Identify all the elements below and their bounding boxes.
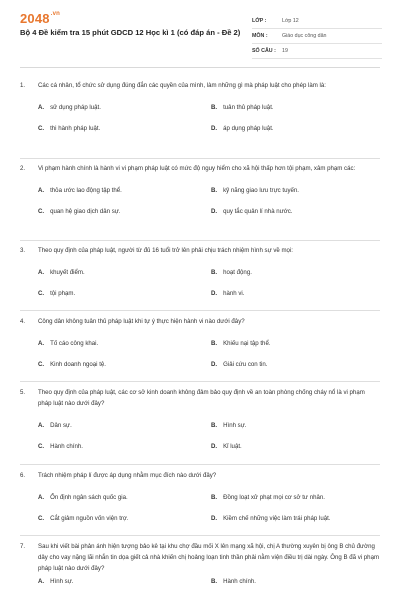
- option-c[interactable]: [38, 290, 75, 297]
- option-b[interactable]: [211, 578, 256, 585]
- header-divider: [20, 67, 380, 68]
- option-letter: B.: [211, 578, 218, 585]
- question-text: Các cá nhân, tổ chức sử dụng đúng đắn các quyền của mình, làm những gì mà pháp luật cho phép làm là:: [38, 82, 326, 89]
- question-divider: [20, 310, 380, 311]
- option-letter: C.: [38, 515, 45, 522]
- question-7: [20, 541, 380, 588]
- option-letter: C.: [38, 290, 45, 297]
- option-d[interactable]: [211, 443, 242, 450]
- option-list: [38, 409, 380, 453]
- option-text: tuân thủ pháp luật.: [223, 104, 274, 111]
- option-d[interactable]: [211, 515, 330, 522]
- option-b[interactable]: [211, 422, 246, 429]
- option-text: Hành chính.: [50, 443, 83, 450]
- option-list: [38, 91, 380, 135]
- option-letter: D.: [211, 125, 218, 132]
- option-letter: C.: [38, 208, 45, 215]
- option-list: [38, 256, 380, 300]
- question-stem: [20, 316, 380, 327]
- question-stem: [20, 245, 380, 256]
- document-meta: [252, 14, 382, 59]
- option-text: quy tắc quản lí nhà nước.: [223, 208, 293, 215]
- option-text: Kinh doanh ngoại tệ.: [50, 361, 106, 368]
- option-letter: C.: [38, 443, 45, 450]
- question-number: 1.: [20, 82, 26, 89]
- meta-label: MÔN :: [252, 33, 268, 39]
- option-d[interactable]: [211, 125, 274, 132]
- question-text: Sau khi viết bài phản ánh hiện tượng bảo kê tại khu chợ đầu mối X lên mạng xã hội, chị A thường xuyên bị ông B chủ đường dây cho vay nặng lãi nhắn tin dọa giết cả nhà khiến chị hoảng loạn tinh thần phải nằm viện điều trị dài ngày. Ông B đã vi phạm pháp luật nào dưới đây?: [38, 543, 380, 572]
- option-letter: A.: [38, 187, 45, 194]
- question-2: [20, 163, 380, 218]
- question-number: 5.: [20, 389, 26, 396]
- option-b[interactable]: [211, 340, 271, 347]
- question-divider: [20, 535, 380, 536]
- question-stem: [20, 163, 380, 174]
- option-c[interactable]: [38, 361, 106, 368]
- question-6: [20, 470, 380, 525]
- option-c[interactable]: [38, 515, 129, 522]
- question-5: [20, 387, 380, 453]
- option-a[interactable]: [38, 494, 128, 501]
- document-header: [0, 0, 400, 62]
- option-text: Hành chính.: [223, 578, 256, 585]
- option-letter: D.: [211, 208, 218, 215]
- option-text: sử dụng pháp luật.: [50, 104, 101, 111]
- option-letter: D.: [211, 515, 218, 522]
- question-number: 2.: [20, 165, 26, 172]
- option-d[interactable]: [211, 361, 267, 368]
- option-b[interactable]: [211, 187, 299, 194]
- option-text: thi hành pháp luật.: [50, 125, 101, 132]
- question-number: 6.: [20, 472, 26, 479]
- option-list: [38, 327, 380, 371]
- option-letter: C.: [38, 125, 45, 132]
- option-list: [38, 574, 380, 588]
- option-text: Đồng loạt xử phạt mọi cơ sở tư nhân.: [223, 494, 325, 501]
- option-c[interactable]: [38, 125, 100, 132]
- meta-value: Lớp 12: [282, 18, 299, 24]
- option-letter: B.: [211, 187, 218, 194]
- question-3: [20, 245, 380, 300]
- option-letter: D.: [211, 361, 218, 368]
- option-letter: B.: [211, 269, 218, 276]
- option-text: Khiếu nại tập thể.: [223, 340, 271, 347]
- logo-text: 2048: [20, 11, 50, 26]
- question-number: 3.: [20, 247, 26, 254]
- option-letter: D.: [211, 290, 218, 297]
- question-divider: [20, 158, 380, 159]
- option-text: Cắt giảm nguồn vốn viện trợ.: [50, 515, 129, 522]
- option-c[interactable]: [38, 443, 83, 450]
- meta-value: 19: [282, 48, 288, 54]
- option-text: tội phạm.: [50, 290, 76, 297]
- option-text: thỏa ước lao động tập thể.: [50, 187, 122, 194]
- question-text: Vi phạm hành chính là hành vi vi phạm pháp luật có mức độ nguy hiểm cho xã hội thấp hơn tội phạm, xâm phạm các:: [38, 165, 356, 172]
- option-letter: A.: [38, 494, 45, 501]
- question-text: Theo quy định của pháp luật, người từ đủ 16 tuổi trở lên phải chịu trách nhiệm hình sự về mọi:: [38, 247, 293, 254]
- option-letter: A.: [38, 269, 45, 276]
- option-a[interactable]: [38, 187, 122, 194]
- option-text: Ổn định ngân sách quốc gia.: [50, 494, 128, 501]
- question-number: 7.: [20, 543, 26, 550]
- option-letter: D.: [211, 443, 218, 450]
- option-text: kỹ năng giao lưu trực tuyến.: [223, 187, 300, 194]
- meta-row-subject: [252, 29, 382, 44]
- option-a[interactable]: [38, 422, 72, 429]
- logo-tld: .vn: [50, 11, 61, 17]
- option-letter: A.: [38, 340, 45, 347]
- option-text: Dân sự.: [50, 422, 72, 429]
- option-d[interactable]: [211, 208, 293, 215]
- option-letter: C.: [38, 361, 45, 368]
- meta-row-count: [252, 44, 382, 59]
- question-4: [20, 316, 380, 371]
- option-letter: B.: [211, 422, 218, 429]
- option-letter: B.: [211, 340, 218, 347]
- option-b[interactable]: [211, 494, 325, 501]
- option-letter: B.: [211, 494, 218, 501]
- option-text: hành vi.: [223, 290, 245, 297]
- option-text: khuyết điểm.: [50, 269, 85, 276]
- question-text: Theo quy định của pháp luật, các cơ sở kinh doanh không đảm bảo quy định về an toàn phòng chống cháy nổ là vi phạm pháp luật nào dưới đây?: [38, 389, 365, 407]
- option-list: [38, 174, 380, 218]
- option-text: Giải cứu con tin.: [223, 361, 268, 368]
- option-text: quan hệ giao dịch dân sự.: [50, 208, 121, 215]
- option-c[interactable]: [38, 208, 121, 215]
- question-text: Công dân không tuân thủ pháp luật khi tự ý thực hiện hành vi nào dưới đây?: [38, 318, 245, 325]
- option-letter: B.: [211, 104, 218, 111]
- meta-label: LỚP :: [252, 18, 267, 24]
- option-text: Kiềm chế những việc làm trái pháp luật.: [223, 515, 331, 522]
- option-text: hoạt động.: [223, 269, 252, 276]
- question-stem: [20, 387, 380, 409]
- option-letter: A.: [38, 104, 45, 111]
- question-1: [20, 80, 380, 135]
- question-divider: [20, 464, 380, 465]
- option-d[interactable]: [211, 290, 244, 297]
- site-logo[interactable]: [20, 11, 60, 26]
- option-b[interactable]: [211, 104, 274, 111]
- option-a[interactable]: [38, 269, 85, 276]
- meta-value: Giáo dục công dân: [282, 33, 327, 39]
- option-a[interactable]: [38, 578, 73, 585]
- option-letter: A.: [38, 578, 45, 585]
- option-text: Kỉ luật.: [223, 443, 242, 450]
- option-b[interactable]: [211, 269, 252, 276]
- option-list: [38, 481, 380, 525]
- question-text: Trách nhiệm pháp lí được áp dụng nhằm mục đích nào dưới đây?: [38, 472, 217, 479]
- question-number: 4.: [20, 318, 26, 325]
- question-divider: [20, 240, 380, 241]
- option-a[interactable]: [38, 340, 98, 347]
- meta-row-class: [252, 14, 382, 29]
- document-title: Bộ 4 Đề kiểm tra 15 phút GDCD 12 Học kì 1 (có đáp án - Đề 2): [20, 28, 241, 37]
- option-text: Hình sự.: [50, 578, 74, 585]
- meta-label: SỐ CÂU :: [252, 48, 276, 54]
- option-text: Hình sự.: [223, 422, 247, 429]
- option-letter: A.: [38, 422, 45, 429]
- question-stem: [20, 541, 380, 574]
- question-divider: [20, 381, 380, 382]
- question-stem: [20, 80, 380, 91]
- option-text: áp dụng pháp luật.: [223, 125, 274, 132]
- question-stem: [20, 470, 380, 481]
- option-text: Tố cáo công khai.: [50, 340, 99, 347]
- option-a[interactable]: [38, 104, 101, 111]
